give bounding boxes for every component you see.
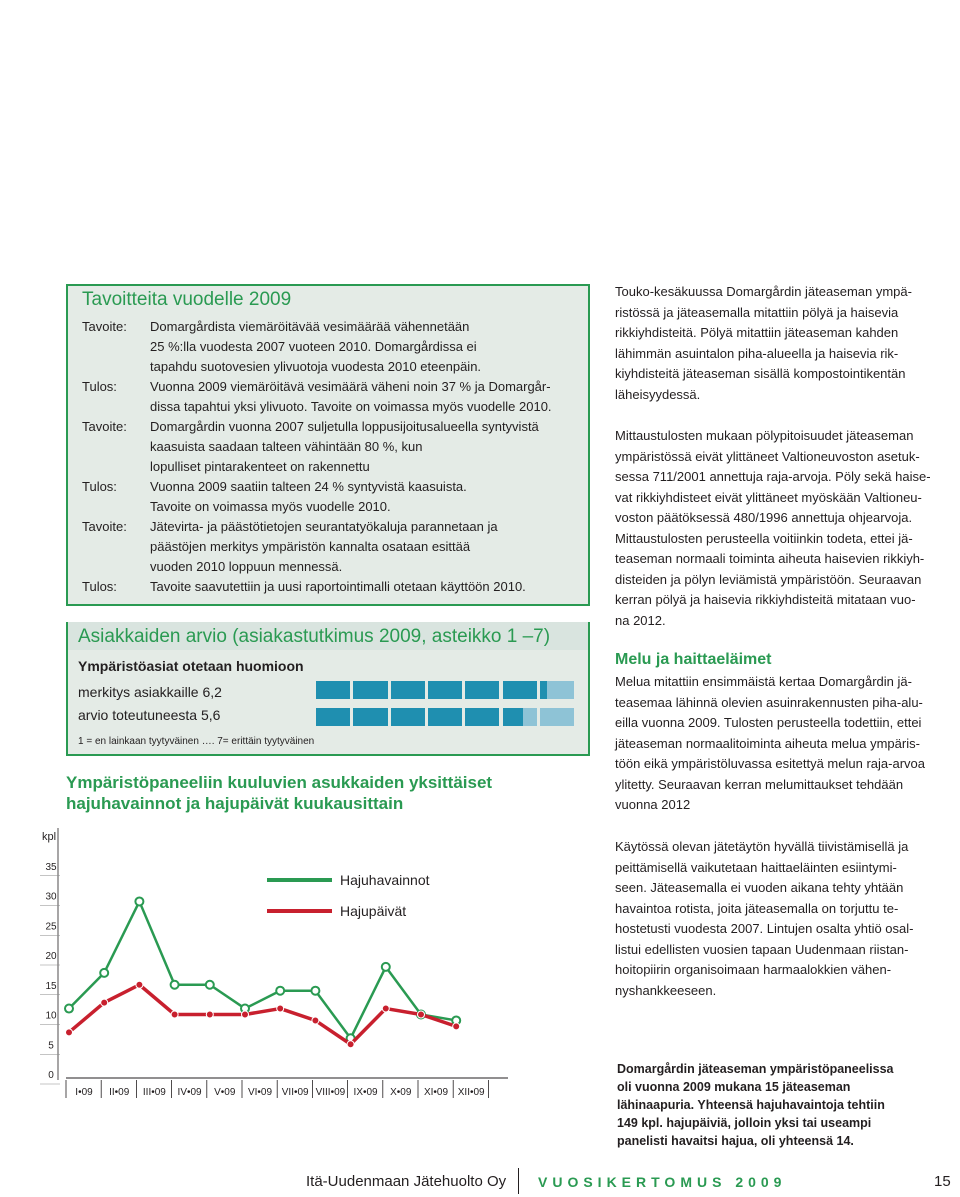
data-point-odour-days — [171, 1011, 178, 1018]
text-line: ylitetty. Seuraavan kerran melumittaukset tehdään — [615, 776, 904, 792]
y-tick-label: 0 — [48, 1070, 54, 1081]
goal-row-line: tapahdu suotovesien ylivuotoja vuodesta 2010 eteenpäin. — [150, 359, 482, 374]
goals-box — [66, 284, 590, 606]
text-line: töön eikä ympäristöluvassa esitettyä melun raja-arvoa — [615, 756, 925, 771]
paragraph-pests — [615, 837, 955, 1001]
series-line-odour-days — [69, 985, 456, 1045]
text-line: rikkiyhdisteitä. Pölyä mitattiin jäteaseman kahden — [615, 325, 899, 340]
text-line: ristössä ja jäteasemalla mitattiin pölyä ja haisevia — [615, 304, 899, 320]
goal-row-line: Tavoite on voimassa myös vuodelle 2010. — [150, 499, 391, 514]
data-point-odour-days — [206, 1011, 213, 1018]
text-line: disteiden ja pölyn leviämistä ympäristöön. Seuraavan — [615, 571, 922, 587]
y-tick-label: 20 — [45, 951, 57, 962]
goal-row-line: dissa tapahtui yksi ylivuoto. Tavoite on voimassa myös vuodelle 2010. — [150, 399, 552, 414]
page-number: 15 — [934, 1173, 951, 1190]
rating-bar-segment — [391, 708, 425, 726]
goal-row-label: Tulos: — [82, 579, 117, 594]
y-tick-label: 5 — [48, 1040, 54, 1052]
goal-row-label: Tavoite: — [82, 519, 127, 534]
rating-bar-segment — [391, 681, 425, 699]
goal-row-line: lopulliset pintarakenteet on rakennettu — [150, 459, 370, 474]
rating-bar-segment — [353, 681, 387, 699]
goal-row-line: 25 %:lla vuodesta 2007 vuoteen 2010. Domargårdissa ei — [150, 339, 477, 354]
text-line: teaseman normaali toiminta aiheuta haisevien rikkiyh- — [615, 551, 925, 566]
goal-row-line: Vuonna 2009 viemäröitävä vesimäärä väheni noin 37 % ja Domargår- — [150, 379, 551, 394]
customer-box-subtitle: Ympäristöasiat otetaan huomioon — [78, 658, 304, 674]
text-line: sessa 711/2001 annettuja raja-arvoja. Pöly sekä haise- — [615, 469, 931, 484]
footer-divider — [518, 1168, 519, 1194]
caption-line: oli vuonna 2009 mukana 15 jäteaseman — [617, 1080, 851, 1094]
goal-row-line: Domargårdin vuonna 2007 suljetulla loppusijoitusalueella syntyvistä — [150, 419, 539, 434]
rating-bar-fill — [428, 681, 462, 699]
rating-label-importance: merkitys asiakkaille 6,2 — [78, 684, 222, 700]
goal-row-line: kaasuista saadaan talteen vähintään 80 %, kun — [150, 439, 423, 454]
odour-line-chart — [0, 820, 520, 1110]
caption-line: panelisti havaitsi hajua, oli yhteensä 14. — [617, 1134, 854, 1148]
x-tick-label: I•09 — [75, 1087, 93, 1098]
text-line: jäteaseman normaalitoiminta aiheuta melua ympäris- — [615, 735, 920, 751]
goal-row-text — [150, 477, 580, 517]
rating-bar-fill — [503, 708, 524, 726]
text-line: na 2012. — [615, 612, 666, 628]
paragraph-noise — [615, 672, 955, 816]
data-point-odour-days — [136, 981, 143, 988]
goal-row-label: Tavoite: — [82, 319, 127, 334]
goal-row-line: Jätevirta- ja päästötietojen seurantatyökaluja parannetaan ja — [150, 519, 498, 534]
customer-evaluation-box — [66, 622, 590, 756]
chart-title — [66, 772, 492, 814]
x-tick-label: II•09 — [109, 1087, 130, 1098]
data-point-odour-observations — [100, 969, 108, 977]
x-tick-label: VI•09 — [247, 1087, 273, 1098]
rating-bar-fill — [465, 681, 499, 699]
data-point-odour-days — [242, 1011, 249, 1018]
data-point-odour-days — [418, 1011, 425, 1018]
goal-row-line: Domargårdista viemäröitävää vesimäärää vähennetään — [150, 319, 470, 334]
y-tick-label: 35 — [45, 861, 57, 873]
text-line: hostetusti vuodesta 2007. Lintujen osalta yhtiö osal- — [615, 921, 914, 936]
series-line-odour-observations — [69, 901, 456, 1038]
rating-bar-segment — [540, 708, 574, 726]
text-line: kerran pölyä ja haisevia rikkiyhdisteitä mitataan vuo- — [615, 592, 916, 607]
caption-line: 149 kpl. hajupäiviä, jolloin yksi tai useampi — [617, 1116, 872, 1130]
rating-bar-fill — [353, 708, 387, 726]
goal-row-line: Vuonna 2009 saatiin talteen 24 % syntyvistä kaasuista. — [150, 479, 467, 494]
text-line: lähimmän asuintalon piha-alueella ja haisevia rik- — [615, 345, 899, 361]
rating-bar-segment — [428, 708, 462, 726]
text-line: peittämisellä vaikutetaan haittaeläinten esiintymi- — [615, 859, 897, 875]
data-point-odour-observations — [135, 897, 143, 905]
goal-row-label: Tavoite: — [82, 419, 127, 434]
customer-box-title: Asiakkaiden arvio (asiakastutkimus 2009, asteikko 1 –7) — [78, 626, 551, 647]
y-tick-label: 30 — [45, 891, 57, 903]
legend-label: Hajuhavainnot — [340, 872, 430, 888]
rating-bar-fill — [391, 681, 425, 699]
data-point-odour-observations — [382, 963, 390, 971]
rating-bar-fill — [465, 708, 499, 726]
rating-bar-fill — [428, 708, 462, 726]
goal-row-text — [150, 577, 580, 597]
text-line: Touko-kesäkuussa Domargårdin jäteaseman ympä- — [615, 284, 912, 299]
footer-organization: Itä-Uudenmaan Jätehuolto Oy — [306, 1173, 507, 1190]
scale-note: 1 = en lainkaan tyytyväinen …. 7= erittäin tyytyväinen — [78, 736, 315, 747]
data-point-odour-days — [453, 1023, 460, 1030]
text-line: kiyhdisteitä jäteaseman sisällä kompostointikentän — [615, 366, 906, 381]
goal-row-text — [150, 317, 580, 377]
data-point-odour-observations — [311, 987, 319, 995]
x-tick-label: V•09 — [214, 1087, 236, 1098]
goal-row-text — [150, 417, 580, 477]
text-line: Käytössä olevan jätetäytön hyvällä tiivistämisellä ja — [615, 839, 909, 854]
rating-bar-segment — [503, 681, 537, 699]
paragraph-dust-measurement — [615, 282, 955, 405]
rating-bar-segment — [428, 681, 462, 699]
rating-bar-segment — [316, 681, 350, 699]
text-line: eilla vuonna 2009. Tulosten perusteella todettiin, ettei — [615, 715, 922, 730]
data-point-odour-observations — [206, 981, 214, 989]
x-tick-label: III•09 — [142, 1087, 166, 1098]
chart-title-line: hajuhavainnot ja hajupäivät kuukausittain — [66, 794, 404, 813]
text-line: Mittaustulosten perusteella voitiinkin todeta, ettei jä- — [615, 530, 913, 546]
goals-title: Tavoitteita vuodelle 2009 — [82, 289, 292, 310]
goal-row-line: vuoden 2010 loppuun mennessä. — [150, 559, 343, 574]
x-tick-label: VIII•09 — [315, 1087, 346, 1098]
text-line: läheisyydessä. — [615, 386, 701, 402]
text-line: havaintoa rotista, joita jäteasemalla on torjuttu te- — [615, 900, 899, 916]
caption-line: lähinaapuria. Yhteensä hajuhavaintoja tehtiin — [617, 1098, 885, 1112]
text-line: vat rikkiyhdisteet eivät ylittäneet myöskään Valtioneu- — [615, 489, 922, 505]
noise-section-title: Melu ja haittaeläimet — [615, 651, 772, 668]
x-tick-label: IX•09 — [353, 1087, 378, 1098]
text-line: teasemaa lähinnä olevien asuinrakennusten piha-alu- — [615, 694, 923, 710]
data-point-odour-observations — [171, 981, 179, 989]
text-line: listui edellisten vuosien tapaan Uudenmaan riistan- — [615, 941, 909, 957]
rating-bar-segment — [465, 708, 499, 726]
text-line: Melua mitattiin ensimmäistä kertaa Domargårdin jä- — [615, 674, 912, 689]
data-point-odour-days — [277, 1005, 284, 1012]
text-line: nyshankkeeseen. — [615, 982, 717, 998]
paragraph-dust-results — [615, 426, 955, 631]
goal-row-line: päästöjen merkitys ympäristön kannalta osataan esittää — [150, 539, 471, 554]
x-tick-label: X•09 — [390, 1087, 412, 1098]
rating-bar-fill — [316, 681, 350, 699]
data-point-odour-days — [382, 1005, 389, 1012]
rating-bar-segment — [465, 681, 499, 699]
data-point-odour-days — [312, 1017, 319, 1024]
goal-row-line: Tavoite saavutettiin ja uusi raportointimalli otetaan käyttöön 2010. — [150, 579, 526, 594]
data-point-odour-days — [66, 1029, 73, 1036]
data-point-odour-days — [347, 1041, 354, 1048]
rating-bar-fill — [353, 681, 387, 699]
x-tick-label: IV•09 — [177, 1087, 202, 1098]
text-line: seen. Jäteasemalla ei vuoden aikana tehty yhtään — [615, 880, 904, 895]
text-line: voston päätöksessä 480/1996 annettuja ohjearvoja. — [615, 510, 913, 525]
x-tick-label: XI•09 — [423, 1087, 449, 1098]
rating-bar-segment — [353, 708, 387, 726]
footer-report-title: VUOSIKERTOMUS 2009 — [538, 1174, 787, 1190]
y-tick-label: 10 — [45, 1010, 57, 1022]
goal-row-text — [150, 517, 580, 577]
text-line: hoitopiirin organisoimaan harmaalokkien vähen- — [615, 962, 892, 977]
data-point-odour-days — [101, 999, 108, 1006]
goal-row-label: Tulos: — [82, 379, 117, 394]
goal-row-text — [150, 377, 580, 417]
rating-bar-fill — [503, 681, 537, 699]
chart-caption — [617, 1060, 894, 1150]
data-point-odour-observations — [65, 1005, 73, 1013]
legend-label: Hajupäivät — [340, 903, 407, 919]
y-tick-label: 25 — [45, 921, 57, 933]
x-tick-label: VII•09 — [281, 1087, 309, 1098]
text-line: ympäristössä eivät ylittäneet Valtioneuvoston asetuk- — [615, 448, 920, 464]
y-tick-label: 15 — [45, 980, 57, 992]
rating-bar-fill — [540, 681, 547, 699]
goal-row-label: Tulos: — [82, 479, 117, 494]
rating-bar-segment — [540, 681, 574, 699]
rating-bar-segment — [503, 708, 537, 726]
x-tick-label: XII•09 — [457, 1087, 485, 1098]
rating-bar-segment — [316, 708, 350, 726]
text-line: Mittaustulosten mukaan pölypitoisuudet jäteaseman — [615, 428, 914, 443]
y-axis-label: kpl — [42, 831, 57, 843]
caption-line: Domargårdin jäteaseman ympäristöpaneelissa — [617, 1062, 894, 1076]
data-point-odour-observations — [276, 987, 284, 995]
rating-label-realized: arvio toteutuneesta 5,6 — [78, 707, 221, 723]
rating-bar-fill — [316, 708, 350, 726]
rating-bar-fill — [391, 708, 425, 726]
text-line: vuonna 2012 — [615, 797, 691, 812]
chart-title-line: Ympäristöpaneeliin kuuluvien asukkaiden yksittäiset — [66, 773, 493, 792]
